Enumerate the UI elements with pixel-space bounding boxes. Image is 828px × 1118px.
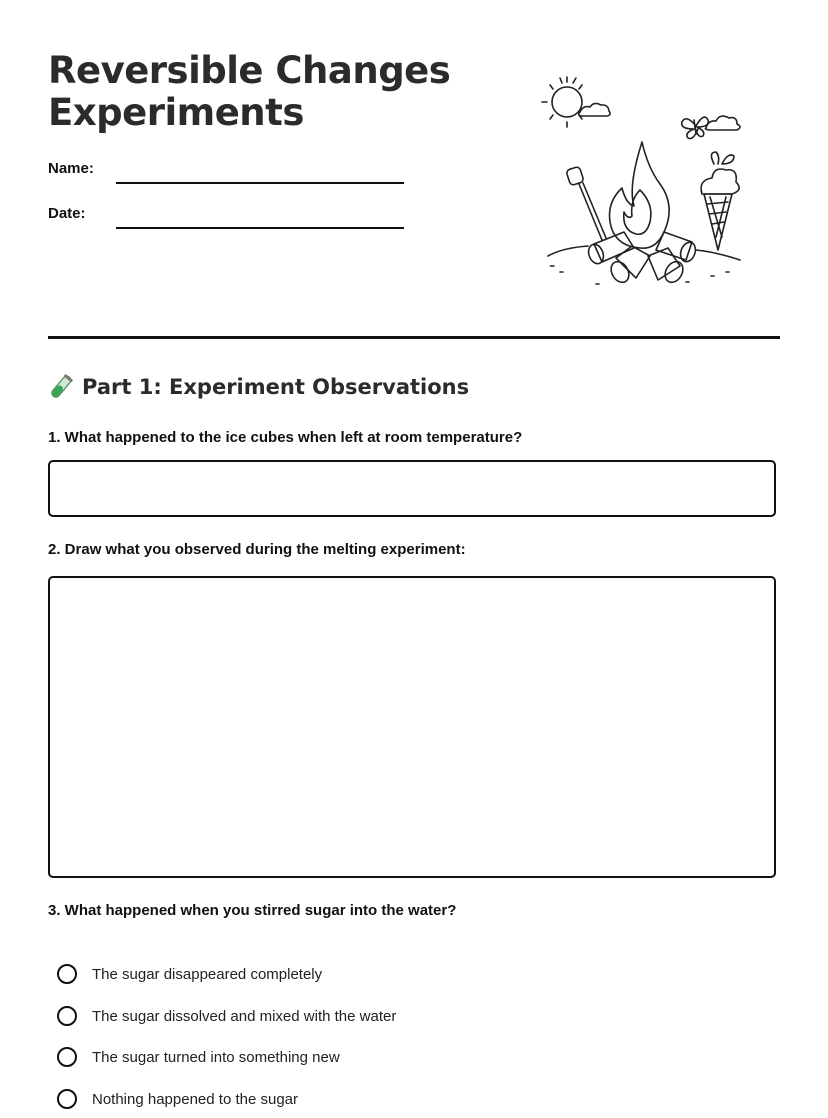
option-label: The sugar turned into something new: [92, 1048, 340, 1066]
radio-button[interactable]: [57, 1089, 77, 1109]
name-input-line[interactable]: [116, 182, 404, 184]
question-3: 3. What happened when you stirred sugar into the water?: [48, 902, 457, 919]
drawing-box-2[interactable]: [48, 576, 776, 878]
test-tube-icon: [48, 374, 74, 400]
cloud-icon: [579, 103, 610, 116]
radio-button[interactable]: [57, 1047, 77, 1067]
name-label: Name:: [48, 160, 94, 177]
option-row[interactable]: [57, 1044, 340, 1070]
logs-icon: [586, 232, 698, 286]
option-row[interactable]: [57, 1003, 396, 1029]
question-2: 2. Draw what you observed during the melting experiment:: [48, 541, 466, 558]
option-label: The sugar disappeared completely: [92, 965, 323, 983]
name-field[interactable]: [48, 160, 408, 190]
part1-heading-text: Part 1: Experiment Observations: [82, 375, 470, 399]
radio-button[interactable]: [57, 1006, 77, 1026]
date-field[interactable]: [48, 205, 408, 235]
question-1: 1. What happened to the ice cubes when left at room temperature?: [48, 429, 523, 446]
part1-heading: [48, 374, 469, 400]
radio-button[interactable]: [57, 964, 77, 984]
option-label: Nothing happened to the sugar: [92, 1090, 298, 1108]
section-divider: [48, 336, 780, 339]
option-row[interactable]: [57, 961, 322, 987]
marshmallow-icon: [566, 166, 606, 240]
page-title: [48, 50, 468, 134]
option-label: The sugar dissolved and mixed with the water: [92, 1007, 397, 1025]
date-input-line[interactable]: [116, 227, 404, 229]
option-row[interactable]: [57, 1086, 298, 1112]
butterfly-icon: [682, 117, 709, 139]
campfire-illustration: [536, 72, 748, 292]
answer-box-1[interactable]: [48, 460, 776, 517]
sun-icon: [542, 77, 582, 127]
title-line-1: Reversible Changes: [48, 49, 451, 92]
flame-icon: [610, 142, 670, 248]
title-line-2: Experiments: [48, 91, 304, 134]
date-label: Date:: [48, 205, 86, 222]
cloud-icon: [705, 116, 740, 130]
ice-cream-icon: [701, 152, 739, 250]
